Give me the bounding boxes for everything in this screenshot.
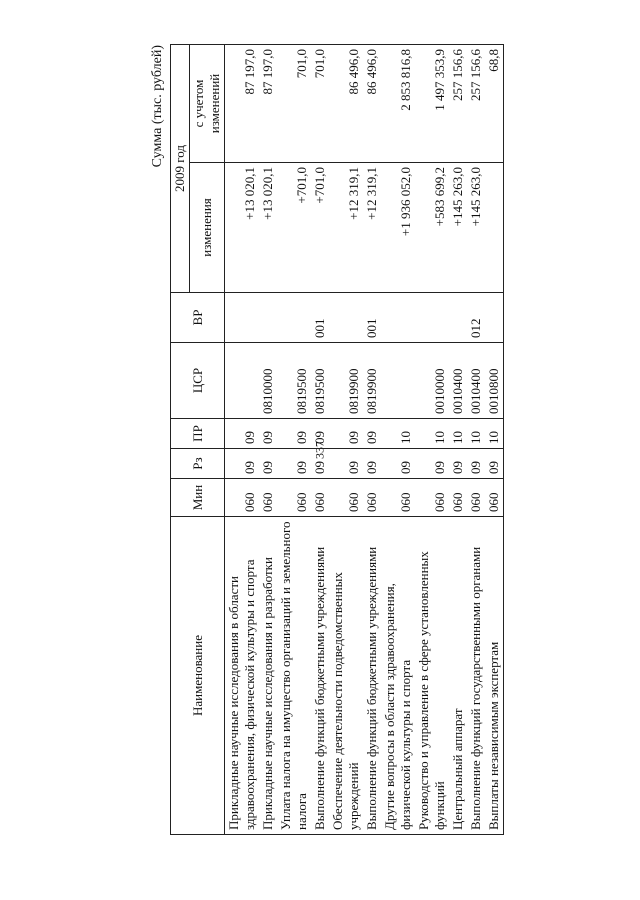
row-csr: 0819500 [311,343,329,419]
row-csr [381,343,415,419]
row-vr [277,293,311,343]
row-name: Центральный аппарат [449,517,467,835]
row-vr [449,293,467,343]
row-changes: +145 263,0 [467,163,485,293]
row-rz: 09 [277,449,311,479]
header-row-1 [171,45,190,835]
row-pr: 10 [415,419,449,449]
header-changes: изменения [190,163,225,293]
row-name: Обеспечение деятельности подведомственных учреждений [329,517,363,835]
row-pr: 09 [225,419,260,449]
row-vr: 001 [363,293,381,343]
header-with-changes: с учетом изменений [190,45,225,163]
table-row [467,45,485,835]
row-name: Прикладные научные исследования и разработки [259,517,277,835]
table-row [363,45,381,835]
row-pr: 09 [329,419,363,449]
header-min: Мин [171,479,225,517]
row-min: 060 [381,479,415,517]
page-number-text: 337 [312,441,327,459]
row-changes: +13 020,1 [225,163,260,293]
row-total: 68,8 [485,45,504,163]
table-row [259,45,277,835]
row-total: 257 156,6 [467,45,485,163]
row-changes: +145 263,0 [449,163,467,293]
row-csr: 0010400 [467,343,485,419]
row-pr: 09 [259,419,277,449]
row-total: 701,0 [311,45,329,163]
row-csr: 0819500 [277,343,311,419]
rotated-budget-table [150,45,610,835]
header-year: 2009 год [171,45,190,293]
header-name: Наименование [171,517,225,835]
row-min: 060 [449,479,467,517]
table-row [449,45,467,835]
row-vr: 001 [311,293,329,343]
row-total: 86 496,0 [329,45,363,163]
row-changes: +13 020,1 [259,163,277,293]
header-vr: ВР [171,293,225,343]
row-total: 1 497 353,9 [415,45,449,163]
row-csr [225,343,260,419]
row-name: Выполнение функций бюджетными учреждениями [311,517,329,835]
row-changes: +12 319,1 [329,163,363,293]
row-name: Прикладные научные исследования в области здравоохранения, физической культуры и спорта [225,517,260,835]
row-min: 060 [259,479,277,517]
table-row [485,45,504,835]
row-name: Выполнение функций государственными органами [467,517,485,835]
row-name: Уплата налога на имущество организаций и земельного налога [277,517,311,835]
row-rz: 09 [311,449,329,479]
row-min: 060 [415,479,449,517]
row-pr: 09 [277,419,311,449]
row-changes [485,163,504,293]
row-vr [225,293,260,343]
row-csr: 0810000 [259,343,277,419]
row-name: Выполнение функций бюджетными учреждениями [363,517,381,835]
row-rz: 09 [449,449,467,479]
row-csr: 0010000 [415,343,449,419]
row-changes: +1 936 052,0 [381,163,415,293]
row-vr [329,293,363,343]
budget-table [170,44,504,835]
row-min: 060 [277,479,311,517]
row-rz: 09 [259,449,277,479]
row-rz: 09 [329,449,363,479]
row-changes: +701,0 [311,163,329,293]
table-row [225,45,260,835]
row-total: 257 156,6 [449,45,467,163]
row-min: 060 [485,479,504,517]
row-rz: 09 [415,449,449,479]
row-min: 060 [363,479,381,517]
row-changes: +701,0 [277,163,311,293]
row-rz: 09 [467,449,485,479]
row-csr: 0819900 [329,343,363,419]
row-total: 87 197,0 [225,45,260,163]
row-min: 060 [225,479,260,517]
row-vr [485,293,504,343]
row-name: Руководство и управление в сфере установленных функций [415,517,449,835]
row-rz: 09 [485,449,504,479]
row-pr: 09 [363,419,381,449]
row-vr [259,293,277,343]
row-pr: 09 [311,419,329,449]
row-csr: 0010400 [449,343,467,419]
row-csr: 0819900 [363,343,381,419]
row-min: 060 [329,479,363,517]
table-row [277,45,311,835]
row-pr: 10 [467,419,485,449]
row-rz: 09 [225,449,260,479]
table-row [329,45,363,835]
row-vr: 012 [467,293,485,343]
row-total: 701,0 [277,45,311,163]
row-min: 060 [311,479,329,517]
table-row [381,45,415,835]
table-row [311,45,329,835]
row-name: Другие вопросы в области здравоохранения, физической культуры и спорта [381,517,415,835]
row-total: 87 197,0 [259,45,277,163]
row-changes: +12 319,1 [363,163,381,293]
row-changes: +583 699,2 [415,163,449,293]
row-min: 060 [467,479,485,517]
row-total: 86 496,0 [363,45,381,163]
header-rz: Рз [171,449,225,479]
row-pr: 10 [449,419,467,449]
header-csr: ЦСР [171,343,225,419]
row-rz: 09 [363,449,381,479]
row-csr: 0010800 [485,343,504,419]
row-pr: 10 [485,419,504,449]
row-total: 2 853 816,8 [381,45,415,163]
header-pr: ПР [171,419,225,449]
row-rz: 09 [381,449,415,479]
row-vr [381,293,415,343]
units-label: Сумма (тыс. рублей) [150,45,165,168]
row-pr: 10 [381,419,415,449]
row-name: Выплаты независимым экспертам [485,517,504,835]
table-row [415,45,449,835]
row-vr [415,293,449,343]
